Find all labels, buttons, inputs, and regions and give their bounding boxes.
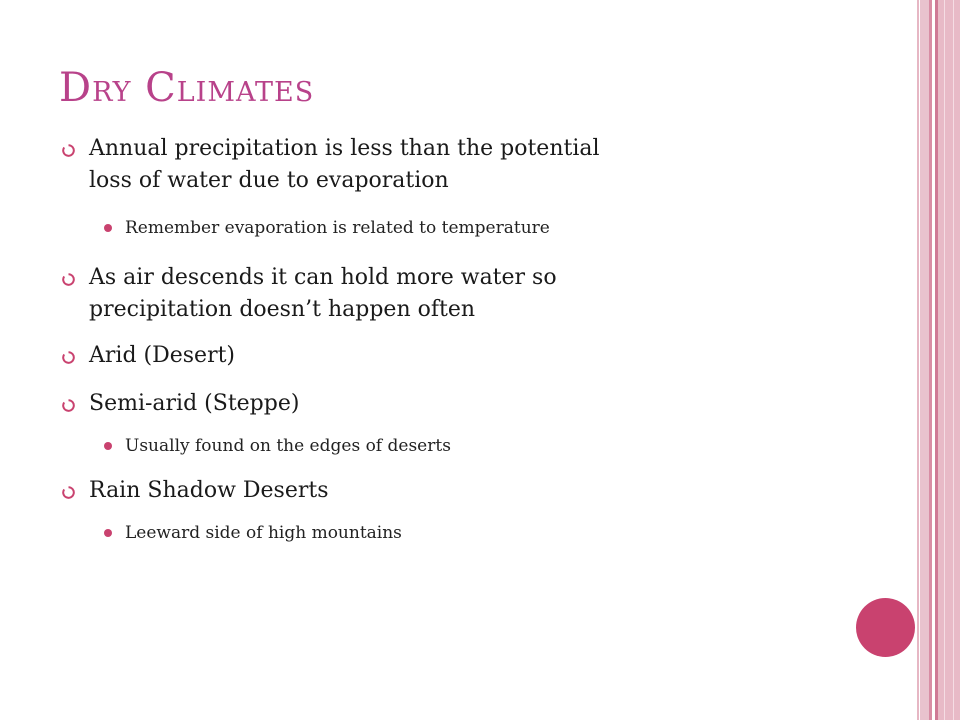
bullet-item (58, 388, 939, 420)
dot-bullet-icon (104, 442, 112, 450)
bullet-text: Rain Shadow Deserts (89, 478, 329, 503)
sub-bullet-text: Usually found on the edges of deserts (125, 436, 451, 456)
dot-bullet-icon (104, 529, 112, 537)
bullet-text: As air descends it can hold more water so (89, 265, 557, 290)
bullet-item (58, 262, 939, 326)
dot-bullet-icon (104, 224, 112, 232)
ring-bullet-icon (62, 351, 75, 364)
bullet-text: Semi-arid (Steppe) (89, 391, 300, 416)
decor-stripe (953, 0, 954, 720)
ring-bullet-icon (62, 486, 75, 499)
ring-bullet-icon (62, 399, 75, 412)
sub-bullet-text: Remember evaporation is related to temperature (125, 218, 550, 238)
ring-bullet-icon (62, 144, 75, 157)
bullet-text: Annual precipitation is less than the potential (89, 136, 600, 161)
title-initial: D (59, 65, 93, 111)
title-initial: C (145, 65, 177, 111)
decor-circle (856, 598, 915, 657)
bullet-item (58, 340, 939, 372)
bullet-text: precipitation doesn’t happen often (89, 297, 476, 322)
bullet-item (58, 133, 939, 197)
sub-bullet-item (58, 216, 960, 240)
bullet-item (58, 475, 939, 507)
title-smallcaps: LIMATES (176, 77, 315, 108)
title-smallcaps: RY (92, 77, 132, 108)
bullet-text: loss of water due to evaporation (89, 168, 449, 193)
decor-stripe (944, 0, 945, 720)
sub-bullet-text: Leeward side of high mountains (125, 523, 402, 543)
bullet-text: Arid (Desert) (89, 343, 236, 368)
sub-bullet-item (58, 434, 960, 458)
slide-title (59, 62, 314, 119)
ring-bullet-icon (62, 273, 75, 286)
decor-stripe (938, 0, 960, 720)
sub-bullet-item (58, 521, 960, 545)
